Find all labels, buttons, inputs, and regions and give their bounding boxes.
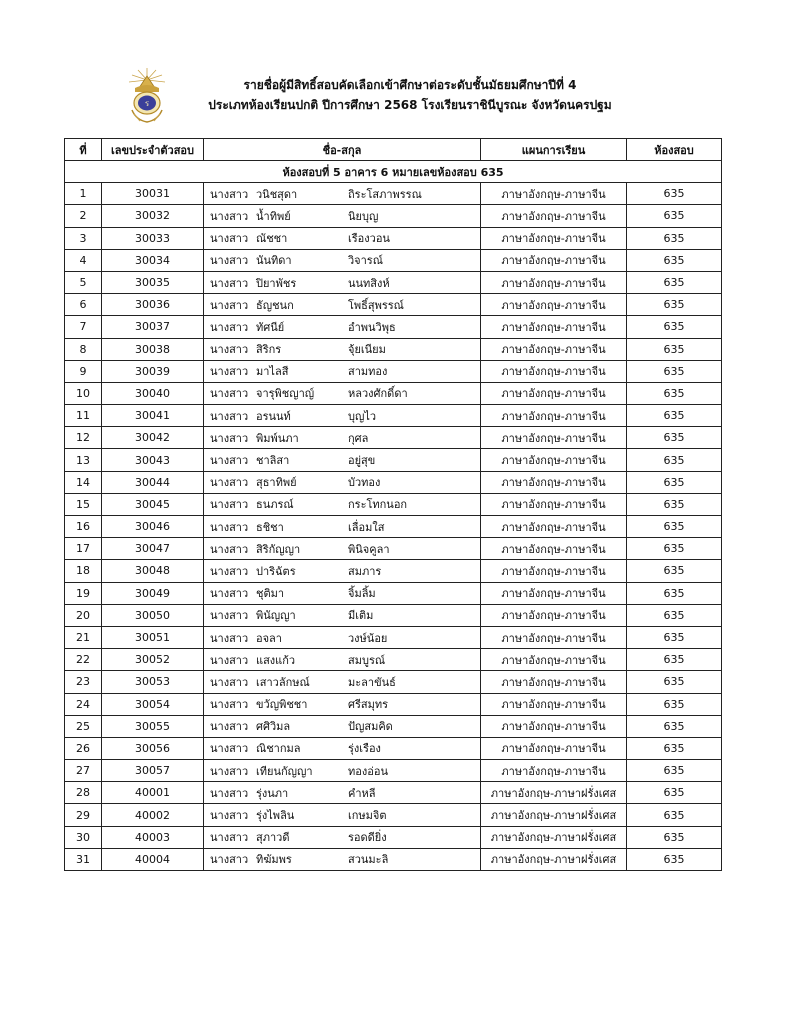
study-plan: ภาษาอังกฤษ-ภาษาจีน	[481, 360, 627, 382]
study-plan: ภาษาอังกฤษ-ภาษาจีน	[481, 338, 627, 360]
last-name: สามทอง	[348, 365, 388, 379]
first-name: ธชิชา	[256, 520, 284, 534]
exam-room: 635	[627, 826, 722, 848]
exam-id: 30051	[102, 626, 204, 648]
row-number: 16	[65, 516, 102, 538]
first-name: มาไลสี	[256, 365, 289, 379]
row-number: 11	[65, 405, 102, 427]
exam-room: 635	[627, 760, 722, 782]
exam-room: 635	[627, 538, 722, 560]
name-prefix: นางสาว	[210, 587, 249, 601]
first-name: เสาวลักษณ์	[256, 675, 310, 689]
name-prefix: นางสาว	[210, 431, 249, 445]
candidate-name	[204, 737, 481, 759]
name-prefix: นางสาว	[210, 409, 249, 423]
row-number: 27	[65, 760, 102, 782]
exam-room: 635	[627, 316, 722, 338]
candidate-name	[204, 471, 481, 493]
first-name: ณัชชา	[256, 232, 288, 246]
name-prefix: นางสาว	[210, 853, 249, 867]
study-plan: ภาษาอังกฤษ-ภาษาจีน	[481, 560, 627, 582]
name-prefix: นางสาว	[210, 653, 249, 667]
first-name: แสงแก้ว	[256, 653, 296, 667]
first-name: ทิฆัมพร	[256, 853, 292, 867]
column-header-no: ที่	[65, 139, 102, 161]
exam-room: 635	[627, 671, 722, 693]
exam-room: 635	[627, 582, 722, 604]
row-number: 1	[65, 183, 102, 205]
name-prefix: นางสาว	[210, 298, 249, 312]
first-name: อจลา	[256, 631, 282, 645]
first-name: เทียนกัญญา	[256, 764, 313, 778]
table-row	[65, 227, 722, 249]
table-row	[65, 360, 722, 382]
candidate-name	[204, 760, 481, 782]
row-number: 6	[65, 294, 102, 316]
exam-id: 30044	[102, 471, 204, 493]
candidate-name	[204, 693, 481, 715]
exam-id: 30034	[102, 249, 204, 271]
candidate-name	[204, 405, 481, 427]
row-number: 21	[65, 626, 102, 648]
row-number: 19	[65, 582, 102, 604]
exam-id: 30056	[102, 737, 204, 759]
candidate-name	[204, 582, 481, 604]
table-row	[65, 471, 722, 493]
exam-id: 30033	[102, 227, 204, 249]
exam-room: 635	[627, 338, 722, 360]
last-name: กุศล	[348, 431, 369, 445]
row-number: 24	[65, 693, 102, 715]
study-plan: ภาษาอังกฤษ-ภาษาจีน	[481, 249, 627, 271]
first-name: ณิชากมล	[256, 742, 301, 756]
name-prefix: นางสาว	[210, 609, 249, 623]
name-prefix: นางสาว	[210, 720, 249, 734]
exam-room: 635	[627, 604, 722, 626]
last-name: วงษ์น้อย	[348, 631, 388, 645]
exam-id: 30042	[102, 427, 204, 449]
row-number: 30	[65, 826, 102, 848]
study-plan: ภาษาอังกฤษ-ภาษาฝรั่งเศส	[481, 804, 627, 826]
exam-id: 30050	[102, 604, 204, 626]
candidate-name	[204, 826, 481, 848]
study-plan: ภาษาอังกฤษ-ภาษาฝรั่งเศส	[481, 782, 627, 804]
name-prefix: นางสาว	[210, 831, 249, 845]
table-row	[65, 582, 722, 604]
exam-id: 40002	[102, 804, 204, 826]
name-prefix: นางสาว	[210, 542, 249, 556]
table-row	[65, 848, 722, 870]
candidate-name	[204, 516, 481, 538]
svg-text:ร: ร	[144, 99, 150, 108]
exam-room: 635	[627, 227, 722, 249]
section-label: ห้องสอบที่ 5 อาคาร 6 หมายเลขห้องสอบ 635	[65, 161, 722, 183]
name-prefix: นางสาว	[210, 187, 249, 201]
table-row	[65, 316, 722, 338]
table-row	[65, 782, 722, 804]
first-name: สุภาวดี	[256, 831, 290, 845]
last-name: ถิระโสภาพรรณ	[348, 187, 422, 201]
exam-id: 30036	[102, 294, 204, 316]
last-name: อำพนวิพุธ	[348, 320, 396, 334]
row-number: 9	[65, 360, 102, 382]
candidate-name	[204, 227, 481, 249]
last-name: เลื่อมใส	[348, 520, 385, 534]
table-row	[65, 804, 722, 826]
table-header-row	[65, 139, 722, 161]
study-plan: ภาษาอังกฤษ-ภาษาจีน	[481, 760, 627, 782]
name-prefix: นางสาว	[210, 742, 249, 756]
first-name: ธนภรณ์	[256, 498, 294, 512]
first-name: ขวัญพิชชา	[256, 698, 308, 712]
candidate-table	[64, 138, 722, 871]
name-prefix: นางสาว	[210, 254, 249, 268]
exam-id: 30035	[102, 271, 204, 293]
candidate-name	[204, 782, 481, 804]
table-row	[65, 715, 722, 737]
exam-room: 635	[627, 782, 722, 804]
exam-room: 635	[627, 848, 722, 870]
study-plan: ภาษาอังกฤษ-ภาษาจีน	[481, 471, 627, 493]
first-name: ชาลิสา	[256, 454, 290, 468]
exam-id: 30039	[102, 360, 204, 382]
study-plan: ภาษาอังกฤษ-ภาษาจีน	[481, 604, 627, 626]
exam-room: 635	[627, 427, 722, 449]
name-prefix: นางสาว	[210, 698, 249, 712]
table-row	[65, 382, 722, 404]
last-name: วิจารณ์	[348, 254, 383, 268]
candidate-name	[204, 649, 481, 671]
exam-id: 40004	[102, 848, 204, 870]
row-number: 18	[65, 560, 102, 582]
column-header-name: ชื่อ-สกุล	[204, 139, 481, 161]
name-prefix: นางสาว	[210, 564, 249, 578]
candidate-name	[204, 715, 481, 737]
candidate-name	[204, 671, 481, 693]
exam-room: 635	[627, 493, 722, 515]
name-prefix: นางสาว	[210, 454, 249, 468]
name-prefix: นางสาว	[210, 476, 249, 490]
row-number: 15	[65, 493, 102, 515]
exam-id: 30041	[102, 405, 204, 427]
study-plan: ภาษาอังกฤษ-ภาษาจีน	[481, 626, 627, 648]
table-row	[65, 449, 722, 471]
exam-id: 30032	[102, 205, 204, 227]
row-number: 2	[65, 205, 102, 227]
study-plan: ภาษาอังกฤษ-ภาษาจีน	[481, 715, 627, 737]
study-plan: ภาษาอังกฤษ-ภาษาจีน	[481, 205, 627, 227]
document-title-line-2: ประเภทห้องเรียนปกติ ปีการศึกษา 2568 โรงเรียนราชินีบูรณะ จังหวัดนครปฐม	[208, 98, 612, 112]
exam-room: 635	[627, 715, 722, 737]
last-name: มะลาขันธ์	[348, 675, 396, 689]
study-plan: ภาษาอังกฤษ-ภาษาจีน	[481, 183, 627, 205]
exam-id: 30045	[102, 493, 204, 515]
last-name: บุญไว	[348, 409, 377, 423]
row-number: 4	[65, 249, 102, 271]
candidate-name	[204, 338, 481, 360]
first-name: รุ่งนภา	[256, 786, 289, 800]
study-plan: ภาษาอังกฤษ-ภาษาจีน	[481, 294, 627, 316]
exam-room: 635	[627, 183, 722, 205]
name-prefix: นางสาว	[210, 631, 249, 645]
exam-id: 30037	[102, 316, 204, 338]
exam-id: 30053	[102, 671, 204, 693]
exam-id: 30031	[102, 183, 204, 205]
table-row	[65, 249, 722, 271]
table-row	[65, 560, 722, 582]
exam-room: 635	[627, 294, 722, 316]
exam-room: 635	[627, 560, 722, 582]
candidate-name	[204, 427, 481, 449]
table-row	[65, 427, 722, 449]
last-name: อยู่สุข	[348, 454, 376, 468]
last-name: นิยบุญ	[348, 209, 379, 223]
study-plan: ภาษาอังกฤษ-ภาษาจีน	[481, 493, 627, 515]
study-plan: ภาษาอังกฤษ-ภาษาจีน	[481, 737, 627, 759]
last-name: หลวงศักดิ์ดา	[348, 387, 408, 401]
table-row	[65, 671, 722, 693]
first-name: ศศิวิมล	[256, 720, 291, 734]
row-number: 31	[65, 848, 102, 870]
first-name: นันทิดา	[256, 254, 292, 268]
first-name: อรนนท์	[256, 409, 291, 423]
study-plan: ภาษาอังกฤษ-ภาษาจีน	[481, 671, 627, 693]
candidate-name	[204, 626, 481, 648]
table-row	[65, 405, 722, 427]
exam-id: 40001	[102, 782, 204, 804]
candidate-name	[204, 205, 481, 227]
section-row	[65, 161, 722, 183]
exam-id: 30055	[102, 715, 204, 737]
candidate-name	[204, 183, 481, 205]
row-number: 3	[65, 227, 102, 249]
exam-room: 635	[627, 205, 722, 227]
exam-id: 30049	[102, 582, 204, 604]
last-name: พินิจคูลา	[348, 542, 390, 556]
name-prefix: นางสาว	[210, 387, 249, 401]
exam-id: 30048	[102, 560, 204, 582]
first-name: ปาริฉัตร	[256, 564, 296, 578]
exam-id: 30040	[102, 382, 204, 404]
candidate-name	[204, 560, 481, 582]
exam-room: 635	[627, 405, 722, 427]
first-name: รุ่งไพลิน	[256, 809, 295, 823]
table-row	[65, 693, 722, 715]
study-plan: ภาษาอังกฤษ-ภาษาจีน	[481, 516, 627, 538]
study-plan: ภาษาอังกฤษ-ภาษาจีน	[481, 649, 627, 671]
row-number: 12	[65, 427, 102, 449]
exam-room: 635	[627, 626, 722, 648]
name-prefix: นางสาว	[210, 320, 249, 334]
exam-id: 30047	[102, 538, 204, 560]
last-name: ศรีสมุทร	[348, 698, 389, 712]
candidate-name	[204, 382, 481, 404]
table-row	[65, 649, 722, 671]
study-plan: ภาษาอังกฤษ-ภาษาจีน	[481, 427, 627, 449]
name-prefix: นางสาว	[210, 276, 249, 290]
last-name: มีเติม	[348, 609, 374, 623]
exam-room: 635	[627, 804, 722, 826]
table-row	[65, 826, 722, 848]
row-number: 20	[65, 604, 102, 626]
last-name: สมภาร	[348, 564, 382, 578]
exam-room: 635	[627, 649, 722, 671]
table-row	[65, 338, 722, 360]
row-number: 23	[65, 671, 102, 693]
table-row	[65, 271, 722, 293]
row-number: 7	[65, 316, 102, 338]
name-prefix: นางสาว	[210, 786, 249, 800]
exam-id: 30046	[102, 516, 204, 538]
last-name: รอดดียิ่ง	[348, 831, 387, 845]
row-number: 5	[65, 271, 102, 293]
first-name: ธัญชนก	[256, 298, 294, 312]
exam-room: 635	[627, 271, 722, 293]
table-row	[65, 493, 722, 515]
row-number: 29	[65, 804, 102, 826]
name-prefix: นางสาว	[210, 764, 249, 778]
candidate-name	[204, 249, 481, 271]
table-row	[65, 604, 722, 626]
row-number: 10	[65, 382, 102, 404]
study-plan: ภาษาอังกฤษ-ภาษาจีน	[481, 538, 627, 560]
column-header-exam-id: เลขประจำตัวสอบ	[102, 139, 204, 161]
table-row	[65, 538, 722, 560]
document-title-line-1: รายชื่อผู้มีสิทธิ์สอบคัดเลือกเข้าศึกษาต่อระดับชั้นมัธยมศึกษาปีที่ 4	[243, 78, 577, 92]
table-row	[65, 294, 722, 316]
last-name: จิ้มลิ้ม	[348, 587, 376, 601]
study-plan: ภาษาอังกฤษ-ภาษาจีน	[481, 582, 627, 604]
exam-id: 30038	[102, 338, 204, 360]
last-name: รุ่งเรือง	[348, 742, 381, 756]
row-number: 25	[65, 715, 102, 737]
last-name: กระโทกนอก	[348, 498, 408, 512]
candidate-name	[204, 538, 481, 560]
name-prefix: นางสาว	[210, 232, 249, 246]
last-name: เกษมจิต	[348, 809, 387, 823]
first-name: สุธาทิพย์	[256, 476, 297, 490]
candidate-name	[204, 360, 481, 382]
exam-room: 635	[627, 471, 722, 493]
study-plan: ภาษาอังกฤษ-ภาษาจีน	[481, 382, 627, 404]
name-prefix: นางสาว	[210, 365, 249, 379]
candidate-name	[204, 449, 481, 471]
candidate-name	[204, 294, 481, 316]
first-name: วนิชสุดา	[256, 187, 298, 201]
first-name: ทัศนีย์	[256, 320, 285, 334]
study-plan: ภาษาอังกฤษ-ภาษาฝรั่งเศส	[481, 826, 627, 848]
first-name: น้ำทิพย์	[256, 209, 291, 223]
first-name: ปิยาพัชร	[256, 276, 297, 290]
exam-id: 40003	[102, 826, 204, 848]
first-name: จารุพิชญาญ์	[256, 387, 315, 401]
first-name: ชุติมา	[256, 587, 285, 601]
exam-room: 635	[627, 449, 722, 471]
exam-id: 30057	[102, 760, 204, 782]
row-number: 13	[65, 449, 102, 471]
row-number: 17	[65, 538, 102, 560]
study-plan: ภาษาอังกฤษ-ภาษาฝรั่งเศส	[481, 848, 627, 870]
candidate-name	[204, 316, 481, 338]
table-row	[65, 626, 722, 648]
last-name: บัวทอง	[348, 476, 381, 490]
candidate-name	[204, 271, 481, 293]
last-name: จุ้ยเนียม	[348, 343, 386, 357]
exam-room: 635	[627, 737, 722, 759]
study-plan: ภาษาอังกฤษ-ภาษาจีน	[481, 693, 627, 715]
last-name: คำหลี	[348, 786, 376, 800]
last-name: สวนมะลิ	[348, 853, 389, 867]
study-plan: ภาษาอังกฤษ-ภาษาจีน	[481, 316, 627, 338]
table-row	[65, 183, 722, 205]
row-number: 8	[65, 338, 102, 360]
study-plan: ภาษาอังกฤษ-ภาษาจีน	[481, 227, 627, 249]
candidate-name	[204, 848, 481, 870]
study-plan: ภาษาอังกฤษ-ภาษาจีน	[481, 449, 627, 471]
candidate-name	[204, 604, 481, 626]
exam-id: 30054	[102, 693, 204, 715]
candidate-name	[204, 804, 481, 826]
name-prefix: นางสาว	[210, 809, 249, 823]
last-name: นนทสิงห์	[348, 276, 390, 290]
column-header-exam-room: ห้องสอบ	[627, 139, 722, 161]
first-name: สิริกร	[256, 343, 282, 357]
first-name: สิริกัญญา	[256, 542, 301, 556]
table-row	[65, 516, 722, 538]
name-prefix: นางสาว	[210, 343, 249, 357]
exam-room: 635	[627, 249, 722, 271]
name-prefix: นางสาว	[210, 209, 249, 223]
exam-id: 30052	[102, 649, 204, 671]
table-row	[65, 760, 722, 782]
table-row	[65, 737, 722, 759]
last-name: โพธิ์สุพรรณ์	[348, 298, 404, 312]
name-prefix: นางสาว	[210, 498, 249, 512]
study-plan: ภาษาอังกฤษ-ภาษาจีน	[481, 271, 627, 293]
candidate-name	[204, 493, 481, 515]
last-name: เรืองวอน	[348, 232, 390, 246]
table-row	[65, 205, 722, 227]
name-prefix: นางสาว	[210, 675, 249, 689]
row-number: 22	[65, 649, 102, 671]
study-plan: ภาษาอังกฤษ-ภาษาจีน	[481, 405, 627, 427]
row-number: 26	[65, 737, 102, 759]
exam-id: 30043	[102, 449, 204, 471]
row-number: 28	[65, 782, 102, 804]
exam-room: 635	[627, 693, 722, 715]
first-name: พิมพ์นภา	[256, 431, 299, 445]
first-name: พินัญญา	[256, 609, 296, 623]
last-name: สมบูรณ์	[348, 653, 386, 667]
row-number: 14	[65, 471, 102, 493]
last-name: ทองอ่อน	[348, 764, 388, 778]
column-header-study-plan: แผนการเรียน	[481, 139, 627, 161]
exam-room: 635	[627, 360, 722, 382]
name-prefix: นางสาว	[210, 520, 249, 534]
school-crest-icon	[126, 66, 168, 124]
last-name: ปัญสมคิด	[348, 720, 393, 734]
exam-room: 635	[627, 382, 722, 404]
exam-room: 635	[627, 516, 722, 538]
